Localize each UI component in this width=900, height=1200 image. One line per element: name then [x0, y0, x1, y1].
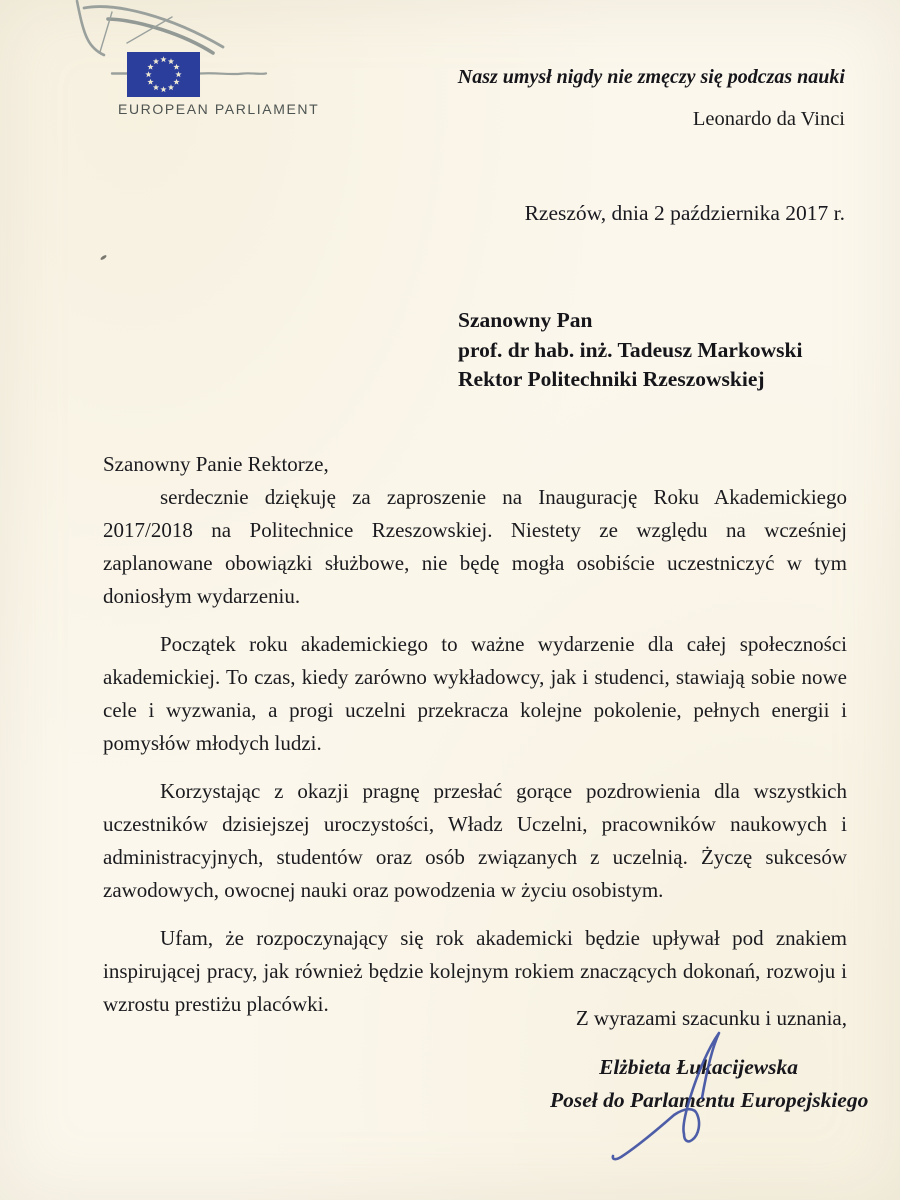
- quote-attribution: Leonardo da Vinci: [692, 108, 845, 130]
- paragraph-4: Ufam, że rozpoczynający się rok akademicki będzie upływał pod znakiem inspirującej pracy, jak również będzie kolejnym rokiem znaczących dokonań, rozwoju i wzrostu prestiżu placówki.: [103, 926, 847, 1016]
- handwritten-signature: [585, 1015, 735, 1175]
- eu-flag-icon: [127, 52, 200, 97]
- paragraph-3: Korzystając z okazji pragnę przesłać gorące pozdrowienia dla wszystkich uczestników dzisiejszej uroczystości, Władz Uczelni, pracowników naukowych i administracyjnych, studentów oraz osób związanych z uczelnią. Życzę sukcesów zawodowych, owocnej nauki oraz powodzenia w życiu osobistym.: [103, 779, 847, 902]
- recipient-block: [458, 306, 802, 395]
- letter-body: [103, 448, 847, 1036]
- ep-hemicycle-flag-icon: [70, 0, 300, 100]
- signer-title: Poseł do Parlamentu Europejskiego: [550, 1088, 869, 1112]
- signer-name: Elżbieta Łukacijewska: [599, 1055, 798, 1079]
- recipient-title: Rektor Politechniki Rzeszowskiej: [458, 367, 765, 391]
- valediction: Z wyrazami szacunku i uznania,: [575, 1006, 847, 1030]
- paragraph-1: serdecznie dziękuję za zaproszenie na Inaugurację Roku Akademickiego 2017/2018 na Politechnice Rzeszowskiej. Niestety ze względu na wcześniej zaplanowane obowiązki służbowe, nie będę mogła osobiście uczestniczyć w tym doniosłym wydarzeniu.: [103, 485, 847, 608]
- scan-artifact: [100, 254, 107, 260]
- paragraph-2: Początek roku akademickiego to ważne wydarzenie dla całej społeczności akademickiej. To czas, kiedy zarówno wykładowcy, jak i studenci, stawiają sobie nowe cele i wyzwania, a progi uczelni przekracza kolejne pokolenie, pełnych energii i pomysłów młodych ludzi.: [103, 632, 847, 755]
- dateline: Rzeszów, dnia 2 października 2017 r.: [524, 201, 845, 225]
- european-parliament-logo: [70, 0, 320, 128]
- quote-text: Nasz umysł nigdy nie zmęczy się podczas nauki: [457, 66, 845, 88]
- recipient-salutation: Szanowny Pan: [458, 308, 593, 332]
- salutation: Szanowny Panie Rektorze,: [103, 452, 329, 476]
- logo-label: EUROPEAN PARLIAMENT: [118, 101, 320, 117]
- recipient-name: prof. dr hab. inż. Tadeusz Markowski: [458, 337, 803, 362]
